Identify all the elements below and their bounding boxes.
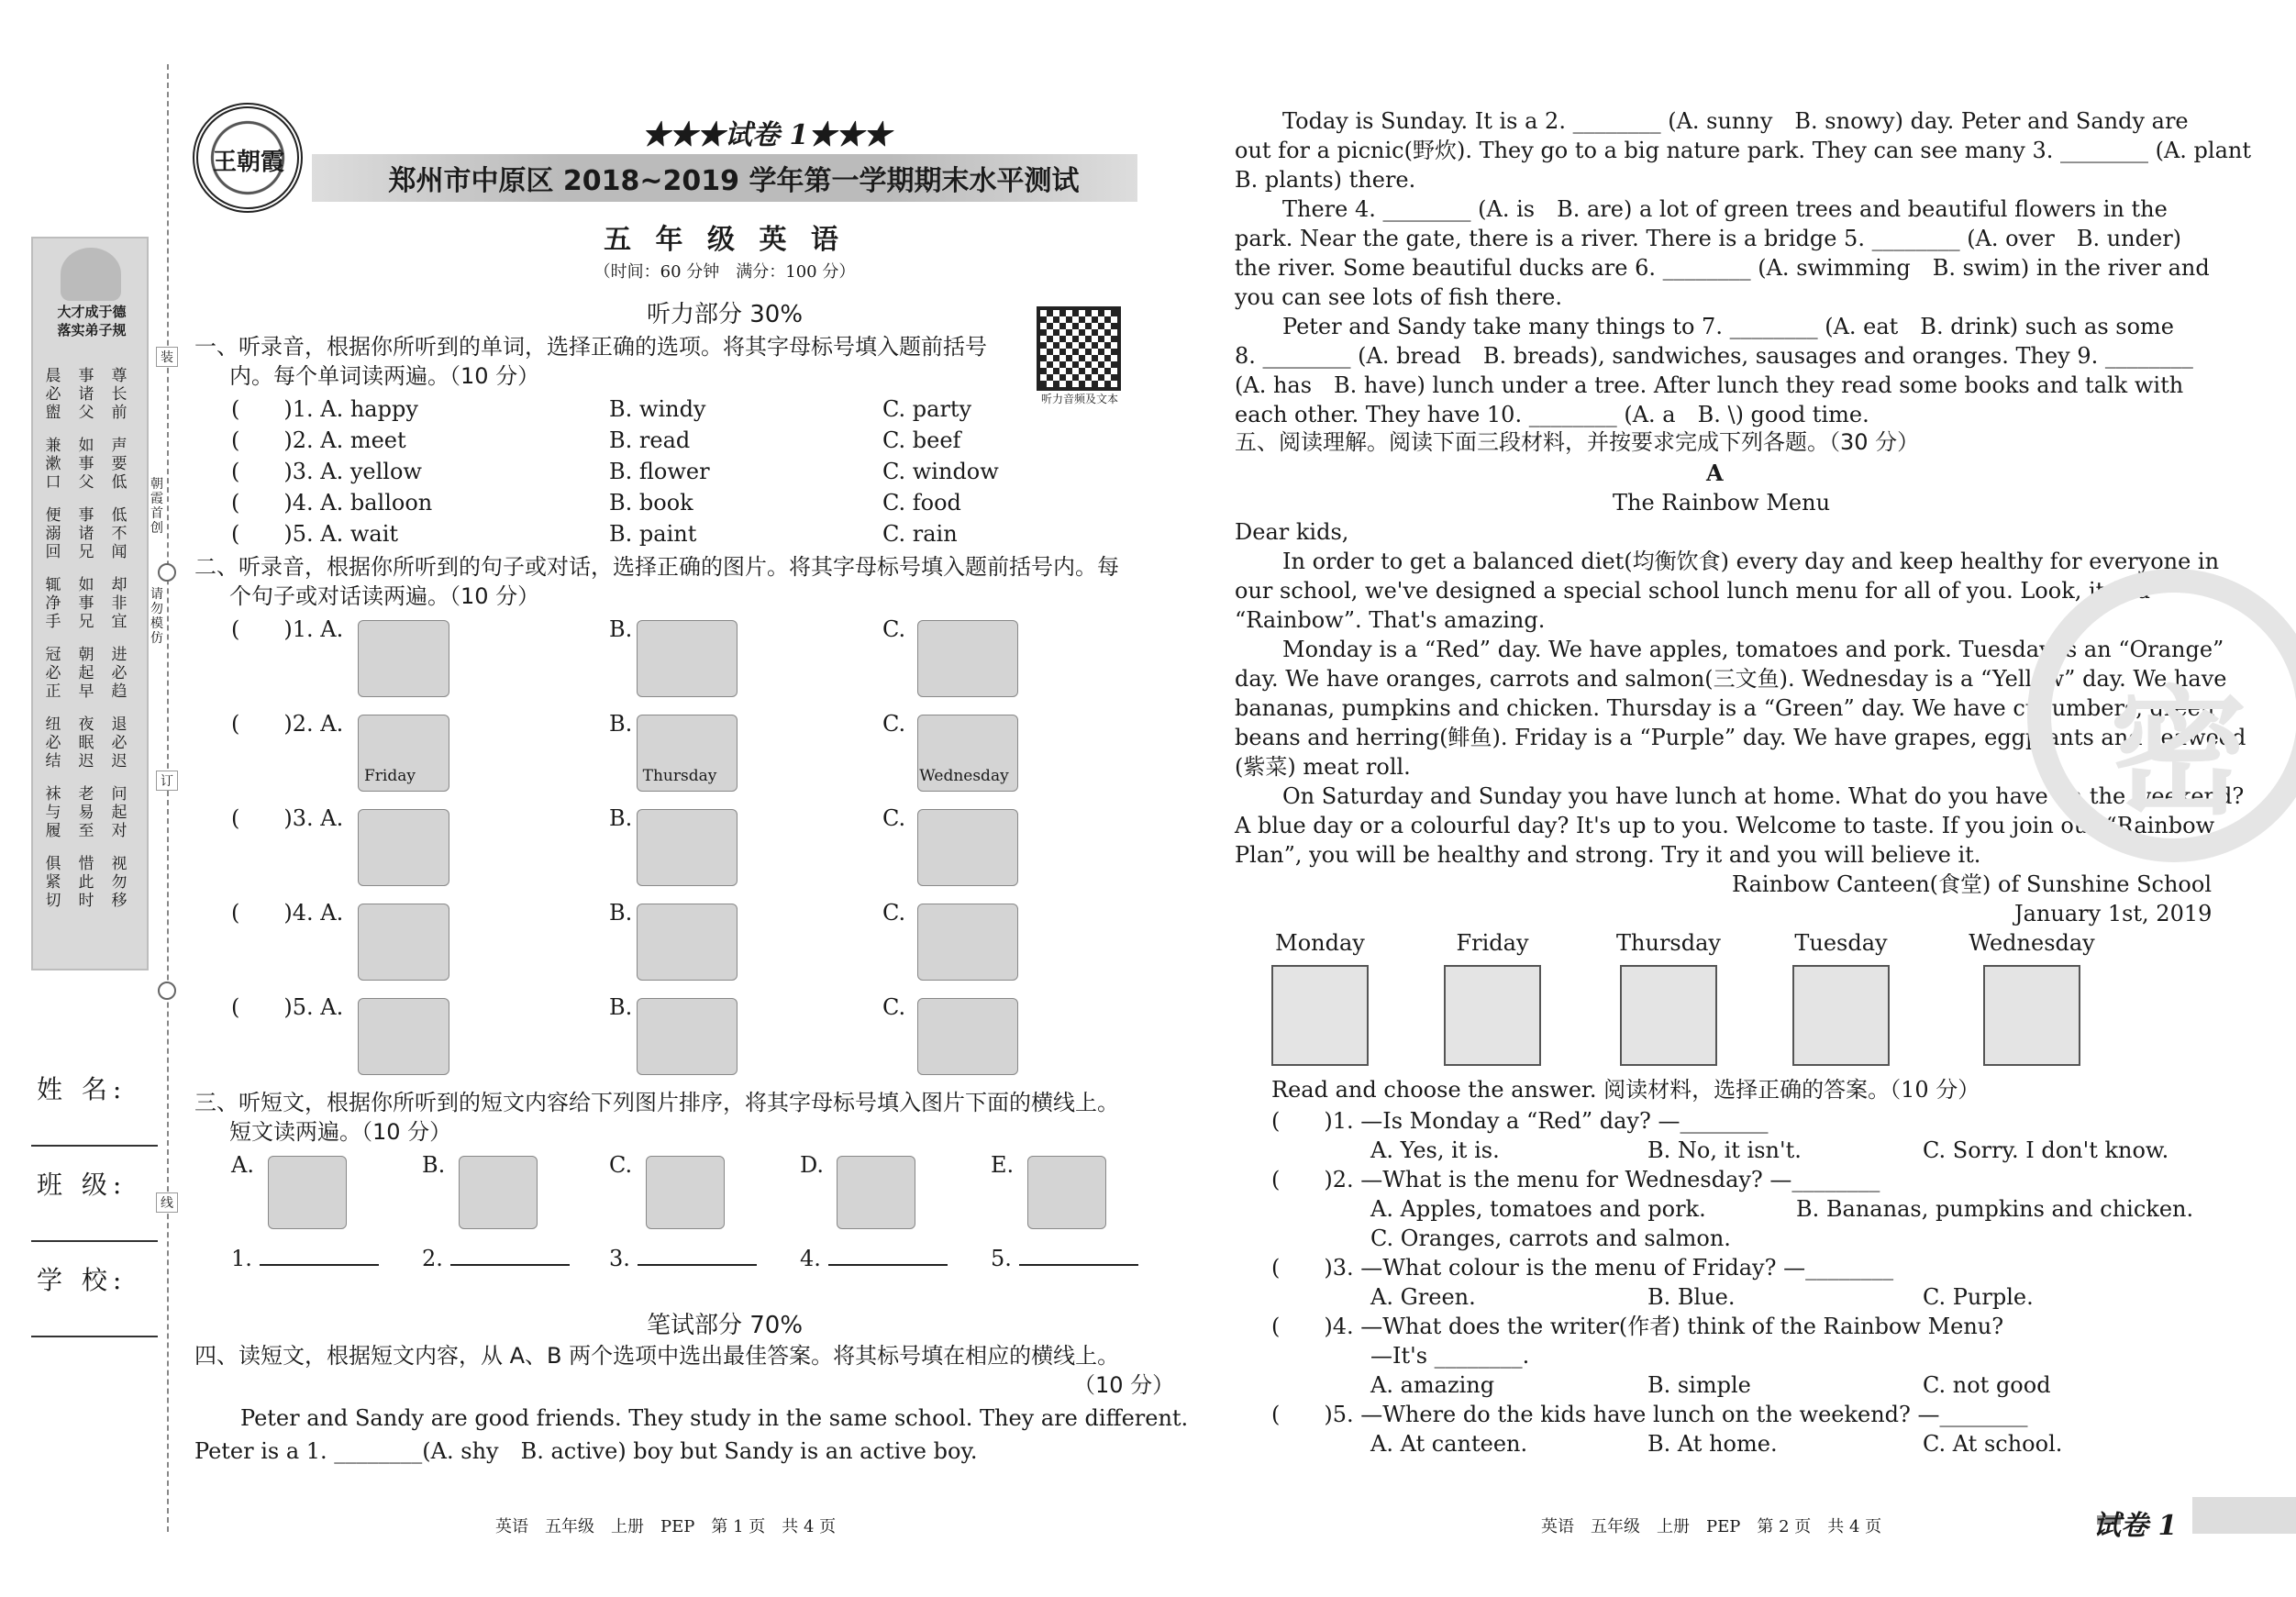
qa-option-c: C. At school. [1923,1431,2063,1457]
s3-blank-number: 4. [800,1246,821,1271]
s2-picture-b[interactable] [637,809,738,886]
s1-item-b: B. flower [609,459,710,484]
section-3-instruction: 短文读两遍。（10 分） [229,1119,452,1145]
motto-char: 迟 [78,752,94,771]
motto-char: 父 [78,404,94,422]
motto-head [39,303,145,339]
qa-question: ( )2. —What is the menu for Wednesday? —________ [1271,1167,1880,1192]
motto-char: 兄 [78,613,94,631]
name-field[interactable] [31,1145,158,1147]
qa-question: ( )4. —What does the writer(作者) think of the Rainbow Menu? [1271,1314,2004,1339]
class-field[interactable] [31,1240,158,1242]
s2-item-label: ( )2. A. [231,711,344,737]
punch-hole-icon [158,563,176,582]
motto-char: 俱 [45,855,61,873]
section-5-instruction: 五、阅读理解。阅读下面三段材料，并按要求完成下列各题。（30 分） [1235,429,1920,455]
qa-option-a: A. Apples, tomatoes and pork. [1370,1196,1706,1222]
s3-picture [459,1156,538,1229]
motto-char: 纽 [45,715,61,734]
motto-char: 必 [111,734,128,752]
qa-intro: Read and choose the answer. 阅读材料，选择正确的答案。（10 分） [1271,1077,1980,1103]
qa-question: ( )1. —Is Monday a “Red” day? —________ [1271,1108,1769,1134]
motto-char: 事 [78,506,94,525]
qa-option-b: B. Bananas, pumpkins and chicken. [1796,1196,2194,1222]
motto-char: 回 [45,543,61,561]
s3-blank [609,1244,757,1273]
menu-day-label: Wednesday [1969,930,2095,956]
s2-item-b-label: B. [609,616,633,642]
qa-option-c: C. not good [1923,1372,2051,1398]
s2-picture-a[interactable] [358,904,449,981]
motto-char: 却 [111,576,128,594]
s2-picture-b[interactable] [637,904,738,981]
s1-item-b: B. paint [609,521,697,547]
qa-option-a: A. Green. [1370,1284,1476,1310]
passage-line: “Rainbow”. That's amazing. [1235,607,1546,633]
motto-char: 诸 [78,525,94,543]
motto-char: 父 [78,473,94,492]
page-badge: 试卷 1 [2093,1510,2178,1542]
section-1-instruction: 内。每个单词读两遍。（10 分） [229,363,540,389]
page-badge-bg [2192,1497,2296,1534]
page-1-footer: 英语 五年级 上册 PEP 第 1 页 共 4 页 [495,1517,837,1536]
scholar-figure [61,248,121,301]
qa-option-c: C. Sorry. I don't know. [1923,1137,2169,1163]
s1-item-b: B. book [609,490,693,516]
motto-char: 声 [111,437,128,455]
passage-greeting: Dear kids, [1235,519,1349,545]
s3-blank-number: 5. [991,1246,1012,1271]
qa-option-b: B. No, it isn't. [1647,1137,1802,1163]
motto-column [42,367,64,910]
motto-char: 起 [111,804,128,822]
passage-line: beans and herring(鲱鱼). Friday is a “Purple” day. We have grapes, eggplants and seaweed [1235,725,2246,750]
s2-picture-a[interactable] [358,998,449,1075]
motto-char: 问 [111,785,128,804]
passage-line: (紫菜) meat roll. [1235,754,1411,780]
day-label: Wednesday [919,767,1009,785]
s3-blank-number: 1. [231,1246,252,1271]
motto-char: 低 [111,506,128,525]
menu-day-label: Friday [1456,930,1529,956]
motto-char: 要 [111,455,128,473]
s2-picture-c[interactable] [917,809,1018,886]
motto-char: 退 [111,715,128,734]
s2-item-label: ( )3. A. [231,805,344,831]
section-4-line: park. Near the gate, there is a river. There is a bridge 5. ________ (A. over B. under) [1235,226,2182,251]
motto-char: 如 [78,437,94,455]
time-info: （时间：60 分钟 满分：100 分） [593,262,856,282]
motto-char: 闻 [111,543,128,561]
s2-item-b-label: B. [609,994,633,1020]
motto-char: 如 [78,576,94,594]
section-2-instruction: 二、听录音，根据你所听到的句子或对话，选择正确的图片。将其字母标号填入题前括号内。每 [194,554,1119,580]
motto-char: 易 [78,804,94,822]
motto-char: 尊 [111,367,128,385]
motto-char: 冠 [45,646,61,664]
s2-item-b-label: B. [609,805,633,831]
passage-line: On Saturday and Sunday you have lunch at home. What do you have on the weekend? [1282,783,2245,809]
s2-item-c-label: C. [882,711,906,737]
motto-char: 迟 [111,752,128,771]
s1-item-a: ( )3. A. yellow [231,459,422,484]
motto-head-line: 落实弟子规 [57,322,127,338]
written-title: 笔试部分 70% [646,1312,804,1339]
s3-blank-number: 2. [422,1246,443,1271]
motto-char: 不 [111,525,128,543]
passage-letter: A [1706,460,1724,486]
qr-code[interactable] [1037,306,1121,391]
motto-char: 勿 [111,873,128,892]
menu-food-picture [1271,965,1369,1066]
section-4-line: (A. has B. have) lunch under a tree. After lunch they read some books and talk with [1235,372,2184,398]
motto-head-line: 大才成于德 [57,304,127,320]
section-4-line: out for a picnic(野炊). They go to a big nature park. They can see many 3. ________ (A. plant [1235,138,2252,163]
section-4-line: Peter and Sandy take many things to 7. ________ (A. eat B. drink) such as some [1282,314,2174,339]
motto-char: 前 [111,404,128,422]
motto-char: 净 [45,594,61,613]
passage-line: Plan”, you will be healthy and strong. Try it and you will believe it. [1235,842,1981,868]
motto-char: 移 [111,892,128,910]
motto-column [75,367,97,910]
name-label: 姓 名: [37,1074,128,1104]
section-2-instruction: 个句子或对话读两遍。（10 分） [229,583,540,609]
class-label: 班 级: [37,1170,128,1200]
s3-answer-line[interactable] [1019,1248,1138,1266]
motto-char: 夜 [78,715,94,734]
menu-food-picture [1792,965,1890,1066]
s2-item-c-label: C. [882,900,906,926]
s3-letter: B. [422,1152,446,1178]
passage-line: bananas, pumpkins and chicken. Thursday is a “Green” day. We have cucumbers, green [1235,695,2215,721]
subject-title: 五 年 级 英 语 [604,224,846,256]
motto-char: 结 [45,752,61,771]
motto-char: 视 [111,855,128,873]
section-4-line: you can see lots of fish there. [1235,284,1562,310]
motto-char: 宜 [111,613,128,631]
motto-char: 必 [45,664,61,682]
motto-char: 对 [111,822,128,840]
menu-food-picture [1620,965,1717,1066]
qa-option-c: C. Oranges, carrots and salmon. [1370,1225,1731,1251]
s3-letter: C. [609,1152,633,1178]
s3-blank-number: 3. [609,1246,630,1271]
s1-item-a: ( )2. A. meet [231,427,406,453]
motto-char: 袜 [45,785,61,804]
s2-item-b-label: B. [609,711,633,737]
binding-line [167,64,169,1532]
motto-char: 起 [78,664,94,682]
motto-char: 便 [45,506,61,525]
s1-item-b: B. read [609,427,691,453]
motto-char: 诸 [78,385,94,404]
qa-option-a: A. amazing [1370,1372,1495,1398]
menu-day-label: Monday [1275,930,1365,956]
s1-item-c: C. window [882,459,999,484]
passage-date: January 1st, 2019 [2014,901,2213,926]
qa-option-a: A. Yes, it is. [1370,1137,1500,1163]
motto-char: 手 [45,613,61,631]
motto-char: 至 [78,822,94,840]
section-4-text: Peter is a 1. ________(A. shy B. active) boy but Sandy is an active boy. [194,1438,978,1464]
qr-caption: 听力音频及文本 [1040,393,1118,405]
s2-picture-b[interactable] [637,620,738,697]
motto-char: 紧 [45,873,61,892]
section-4-points: （10 分） [1073,1372,1175,1398]
motto-char: 与 [45,804,61,822]
passage-line: In order to get a balanced diet(均衡饮食) every day and keep healthy for everyone in [1282,549,2220,574]
s3-answer-line[interactable] [450,1248,570,1266]
bind-note: 请勿模仿 [150,587,163,646]
section-3-instruction: 三、听短文，根据你所听到的短文内容给下列图片排序，将其字母标号填入图片下面的横线上。 [194,1090,1119,1115]
motto-char: 低 [111,473,128,492]
s1-item-c: C. beef [882,427,961,453]
passage-line: A blue day or a colourful day? It's up to you. Welcome to taste. If you join our “Rainbow [1235,813,2215,838]
s2-picture-a[interactable] [358,809,449,886]
section-4-line: Today is Sunday. It is a 2. ________ (A. sunny B. snowy) day. Peter and Sandy are [1282,108,2189,134]
passage-line: day. We have oranges, carrots and salmon(三文鱼). Wednesday is a “Yellow” day. We have [1235,666,2227,692]
s3-picture [646,1156,725,1229]
motto-char: 长 [111,385,128,404]
s2-item-b-label: B. [609,900,633,926]
qa-question-line-2: —It's ________. [1370,1343,1530,1369]
motto-char: 老 [78,785,94,804]
exam-title: 郑州市中原区 2018~2019 学年第一学期期末水平测试 [388,165,1080,197]
s3-blank [800,1244,948,1273]
motto-char: 辄 [45,576,61,594]
motto-char: 履 [45,822,61,840]
section-1-instruction: 一、听录音，根据你所听到的单词，选择正确的选项。将其字母标号填入题前括号 [194,334,987,360]
section-4-text: Peter and Sandy are good friends. They study in the same school. They are different. [240,1405,1189,1431]
motto-char: 必 [111,664,128,682]
motto-panel [31,237,149,970]
qa-option-b: B. Blue. [1647,1284,1736,1310]
motto-char: 朝 [78,646,94,664]
menu-day-label: Thursday [1616,930,1721,956]
s3-answer-line[interactable] [260,1248,379,1266]
s3-picture [837,1156,915,1229]
menu-day-label: Tuesday [1794,930,1888,956]
s3-letter: A. [231,1152,254,1178]
motto-char: 口 [45,473,61,492]
qa-option-a: A. At canteen. [1370,1431,1528,1457]
s1-item-c: C. party [882,396,972,422]
punch-hole-icon [158,981,176,1000]
section-4-line: There 4. ________ (A. is B. are) a lot of green trees and beautiful flowers in the [1282,196,2168,222]
day-label: Thursday [642,767,717,785]
motto-char: 晨 [45,367,61,385]
motto-char: 事 [78,594,94,613]
s2-item-label: ( )4. A. [231,900,344,926]
s3-blank [231,1244,379,1273]
motto-char: 事 [78,367,94,385]
motto-char: 切 [45,892,61,910]
qa-option-b: B. simple [1647,1372,1751,1398]
s3-picture [1027,1156,1106,1229]
s3-answer-line[interactable] [638,1248,757,1266]
s2-item-c-label: C. [882,805,906,831]
bind-tag: 订 [156,771,178,791]
motto-char: 惜 [78,855,94,873]
s3-letter: E. [991,1152,1015,1178]
section-4-instruction: 四、读短文，根据短文内容，从 A、B 两个选项中选出最佳答案。将其标号填在相应的横线上。 [194,1343,1120,1369]
s3-blank [991,1244,1138,1273]
paper-badge: ★★★试卷 1★★★ [642,119,892,151]
motto-char: 盥 [45,404,61,422]
qa-option-b: B. At home. [1647,1431,1778,1457]
s2-picture-c[interactable] [917,998,1018,1075]
s1-item-c: C. rain [882,521,958,547]
s2-picture-c[interactable] [917,904,1018,981]
motto-char: 趋 [111,682,128,701]
passage-signature: Rainbow Canteen(食堂) of Sunshine School [1732,871,2213,897]
s2-picture-c[interactable] [917,620,1018,697]
seal-char: 密 [2110,674,2248,834]
qa-question: ( )3. —What colour is the menu of Friday? —________ [1271,1255,1894,1281]
motto-char: 必 [45,734,61,752]
day-label: Friday [364,767,416,785]
motto-char: 正 [45,682,61,701]
page-2-footer: 英语 五年级 上册 PEP 第 2 页 共 4 页 [1541,1517,1882,1536]
s2-item-c-label: C. [882,616,906,642]
school-field[interactable] [31,1336,158,1337]
qa-question: ( )5. —Where do the kids have lunch on the weekend? —________ [1271,1402,2028,1427]
s2-item-c-label: C. [882,994,906,1020]
section-4-line: the river. Some beautiful ducks are 6. ________ (A. swimming B. swim) in the river and [1235,255,2210,281]
passage-line: our school, we've designed a special school lunch menu for all of you. Look, it is a [1235,578,2150,604]
motto-char: 此 [78,873,94,892]
s3-letter: D. [800,1152,825,1178]
s1-item-a: ( )4. A. balloon [231,490,433,516]
passage-title: The Rainbow Menu [1613,490,1831,516]
s2-picture-b[interactable] [637,998,738,1075]
brand-logo-text: 王朝霞 [212,149,284,176]
school-label: 学 校: [37,1265,128,1295]
s1-item-b: B. windy [609,396,706,422]
s2-picture-a[interactable] [358,620,449,697]
menu-food-picture [1444,965,1541,1066]
s2-item-label: ( )5. A. [231,994,344,1020]
motto-column [108,367,130,910]
motto-char: 兼 [45,437,61,455]
s1-item-a: ( )1. A. happy [231,396,418,422]
s3-blank [422,1244,570,1273]
motto-char: 溺 [45,525,61,543]
motto-char: 进 [111,646,128,664]
bind-tag: 装 [156,347,178,367]
motto-char: 事 [78,455,94,473]
s1-item-a: ( )5. A. wait [231,521,399,547]
s1-item-c: C. food [882,490,961,516]
s3-picture [268,1156,347,1229]
listening-title: 听力部分 30% [646,301,804,328]
section-4-line: 8. ________ (A. bread B. breads), sandwiches, sausages and oranges. They 9. ________ [1235,343,2193,369]
section-4-line: B. plants) there. [1235,167,1416,193]
bind-note: 朝霞首创 [150,477,163,536]
s3-answer-line[interactable] [828,1248,948,1266]
bind-tag: 线 [156,1192,178,1213]
motto-char: 兄 [78,543,94,561]
motto-char: 漱 [45,455,61,473]
s2-item-label: ( )1. A. [231,616,344,642]
section-4-line: each other. They have 10. ________ (A. a B. \) good time. [1235,402,1869,427]
motto-char: 眠 [78,734,94,752]
motto-char: 时 [78,892,94,910]
motto-char: 非 [111,594,128,613]
motto-char: 必 [45,385,61,404]
passage-line: Monday is a “Red” day. We have apples, tomatoes and pork. Tuesday is an “Orange” [1282,637,2224,662]
menu-food-picture [1983,965,2080,1066]
motto-char: 早 [78,682,94,701]
qa-option-c: C. Purple. [1923,1284,2034,1310]
